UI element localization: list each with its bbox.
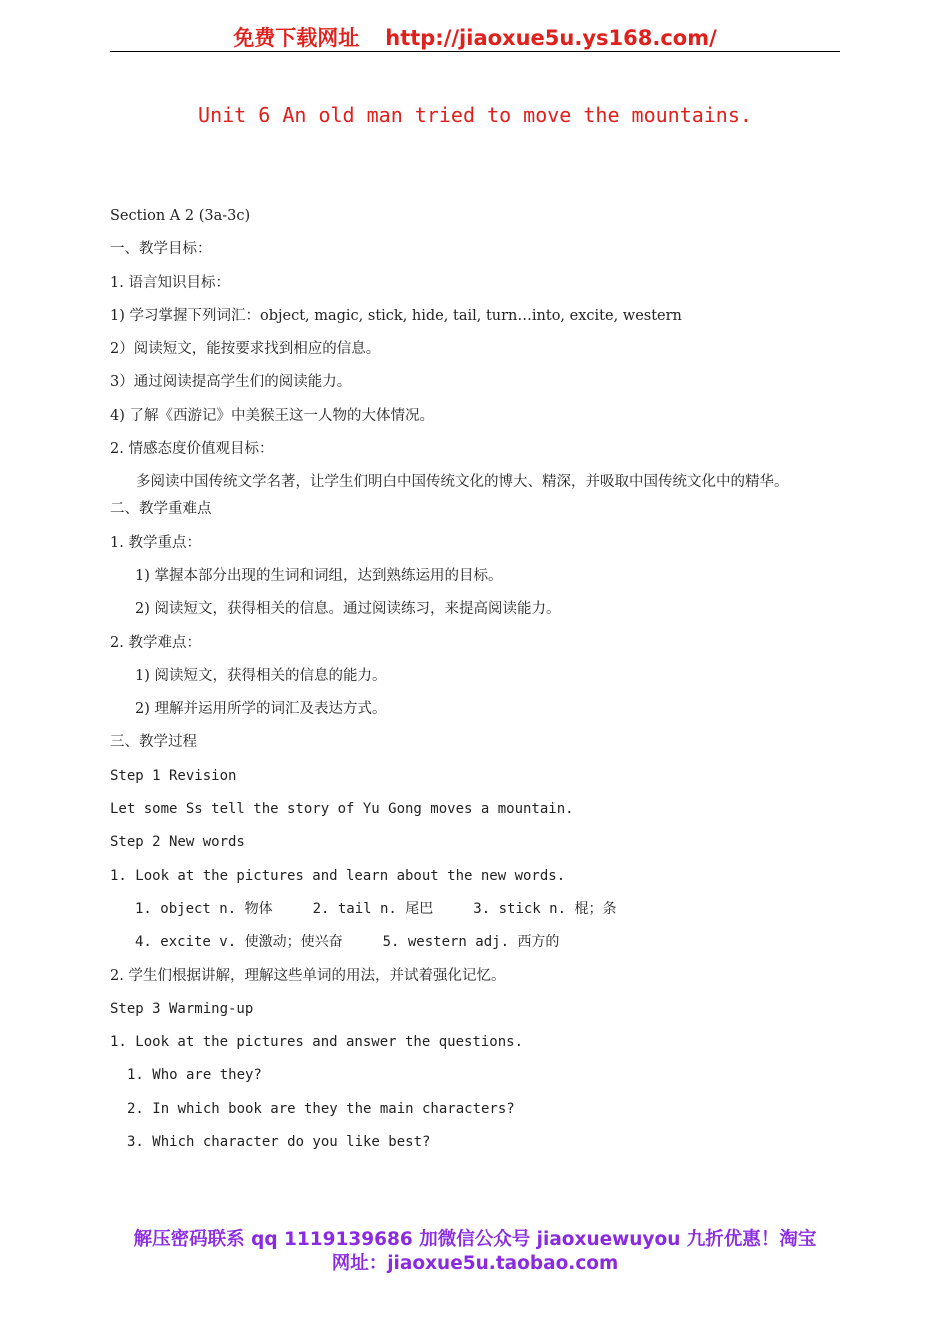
step-2-item: 2. 学生们根据讲解，理解这些单词的用法，并试着强化记忆。 bbox=[110, 967, 506, 984]
goal-emotion-text: 多阅读中国传统文学名著，让学生们明白中国传统文化的博大、精深，并吸取中国传统文化中的精华。 bbox=[136, 474, 789, 491]
step-3-item: 1. Look at the pictures and answer the questions. bbox=[110, 1034, 524, 1051]
key-point-item: 1) 掌握本部分出现的生词和词组，达到熟练运用的目标。 bbox=[135, 567, 503, 584]
page-header bbox=[110, 22, 840, 52]
step-2-item: 1. Look at the pictures and learn about the new words. bbox=[110, 867, 566, 884]
document-body bbox=[110, 205, 845, 1164]
difficult-points: 2. 教学难点： bbox=[110, 634, 201, 651]
heading-key-points: 二、教学重难点 bbox=[110, 501, 212, 518]
vocab-row bbox=[110, 898, 845, 931]
key-point-item: 2) 阅读短文，获得相关的信息。通过阅读练习，来提高阅读能力。 bbox=[135, 601, 561, 618]
header-label: 免费下载网址 bbox=[233, 26, 360, 50]
question-item: 3. Which character do you like best? bbox=[127, 1134, 431, 1151]
header-url-link[interactable]: http://jiaoxue5u.ys168.com/ bbox=[385, 26, 717, 50]
footer-contact: 解压密码联系 qq 1119139686 加微信公众号 jiaoxuewuyou 九折优惠！淘宝 bbox=[133, 1229, 817, 1250]
question-item: 1. Who are they? bbox=[127, 1067, 262, 1084]
goal-emotion: 2. 情感态度价值观目标： bbox=[110, 441, 274, 458]
heading-objectives: 一、教学目标： bbox=[110, 241, 212, 258]
step-2-title: Step 2 New words bbox=[110, 834, 245, 851]
heading-process: 三、教学过程 bbox=[110, 734, 197, 751]
vocab-item: 5. western adj. 西方的 bbox=[382, 934, 560, 951]
goal-language-item: 3）通过阅读提高学生们的阅读能力。 bbox=[110, 374, 352, 391]
vocab-item: 1. object n. 物体 bbox=[135, 900, 273, 917]
header-divider bbox=[110, 51, 840, 52]
step-3-title: Step 3 Warming-up bbox=[110, 1000, 254, 1017]
page-footer bbox=[110, 1228, 840, 1276]
difficult-point-item: 2) 理解并运用所学的词汇及表达方式。 bbox=[135, 701, 387, 718]
question-item: 2. In which book are they the main characters? bbox=[127, 1100, 515, 1117]
footer-shop-link[interactable]: 网址：jiaoxue5u.taobao.com bbox=[331, 1253, 619, 1274]
section-line: Section A 2 (3a-3c) bbox=[110, 208, 251, 224]
step-1-title: Step 1 Revision bbox=[110, 767, 237, 784]
goal-language-item: 2）阅读短文，能按要求找到相应的信息。 bbox=[110, 341, 381, 358]
vocab-item: 4. excite v. 使激动；使兴奋 bbox=[135, 934, 343, 951]
goal-language-item: 1) 学习掌握下列词汇：object, magic, stick, hide, tail, turn…into, excite, western bbox=[110, 307, 682, 324]
goal-language-item: 4) 了解《西游记》中美猴王这一人物的大体情况。 bbox=[110, 407, 434, 424]
vocab-row bbox=[110, 931, 845, 964]
vocab-item: 2. tail n. 尾巴 bbox=[312, 900, 434, 917]
goal-language: 1. 语言知识目标： bbox=[110, 274, 230, 291]
step-1-text: Let some Ss tell the story of Yu Gong moves a mountain. bbox=[110, 801, 574, 818]
vocab-item: 3. stick n. 棍；条 bbox=[473, 900, 617, 917]
page-title: Unit 6 An old man tried to move the mountains. bbox=[198, 103, 752, 127]
key-points: 1. 教学重点： bbox=[110, 534, 201, 551]
difficult-point-item: 1) 阅读短文，获得相关的信息的能力。 bbox=[135, 667, 387, 684]
